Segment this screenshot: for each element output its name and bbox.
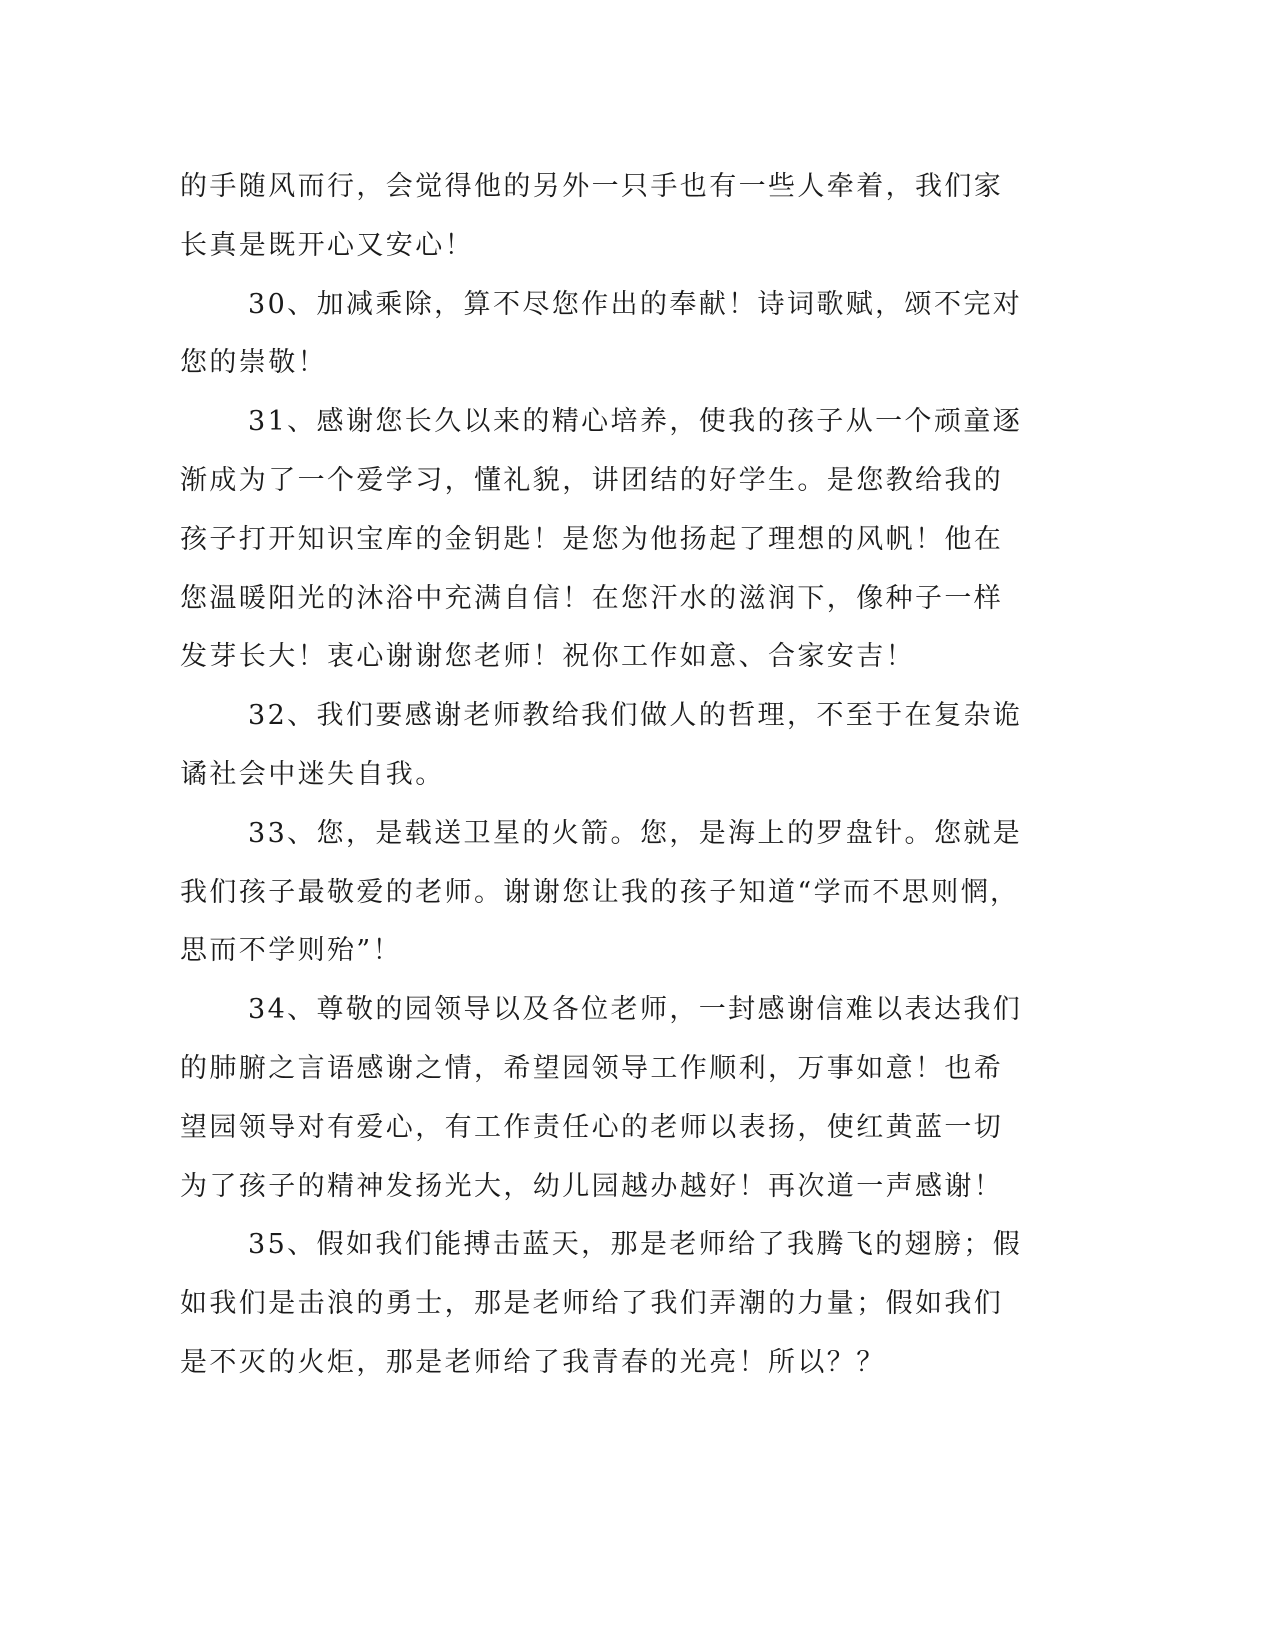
paragraph-33: 33、您，是载送卫星的火箭。您，是海上的罗盘针。您就是我们孩子最敬爱的老师。谢谢您让我的孩子知道“学而不思则惘，思而不学则殆”！ (180, 817, 1023, 967)
paragraph-continuation: 的手随风而行，会觉得他的另外一只手也有一些人牵着，我们家长真是既开心又安心！ (180, 171, 1004, 261)
paragraph-31: 31、感谢您长久以来的精心培养，使我的孩子从一个顽童逐渐成为了一个爱学习，懂礼貌，讲团结的好学生。是您教给我的孩子打开知识宝库的金钥匙！是您为他扬起了理想的风帆！他在您温暖阳光的沐浴中充满自信！在您汗水的滋润下，像种子一样发芽长大！衷心谢谢您老师！祝你工作如意、合家安吉！ (180, 406, 1023, 673)
paragraph-34: 34、尊敬的园领导以及各位老师，一封感谢信难以表达我们的肺腑之言语感谢之情，希望园领导工作顺利，万事如意！也希望园领导对有爱心，有工作责任心的老师以表扬，使红黄蓝一切为了孩子的精神发扬光大，幼儿园越办越好！再次道一声感谢！ (180, 994, 1023, 1202)
paragraph-30: 30、加减乘除，算不尽您作出的奉献！诗词歌赋，颂不完对您的崇敬！ (180, 288, 1023, 379)
document-body (180, 158, 1028, 1393)
paragraph-32: 32、我们要感谢老师教给我们做人的哲理，不至于在复杂诡谲社会中迷失自我。 (180, 700, 1023, 790)
paragraph-35: 35、假如我们能搏击蓝天，那是老师给了我腾飞的翅膀；假如我们是击浪的勇士，那是老师给了我们弄潮的力量；假如我们是不灭的火炬，那是老师给了我青春的光亮！所以？？ (180, 1229, 1023, 1378)
